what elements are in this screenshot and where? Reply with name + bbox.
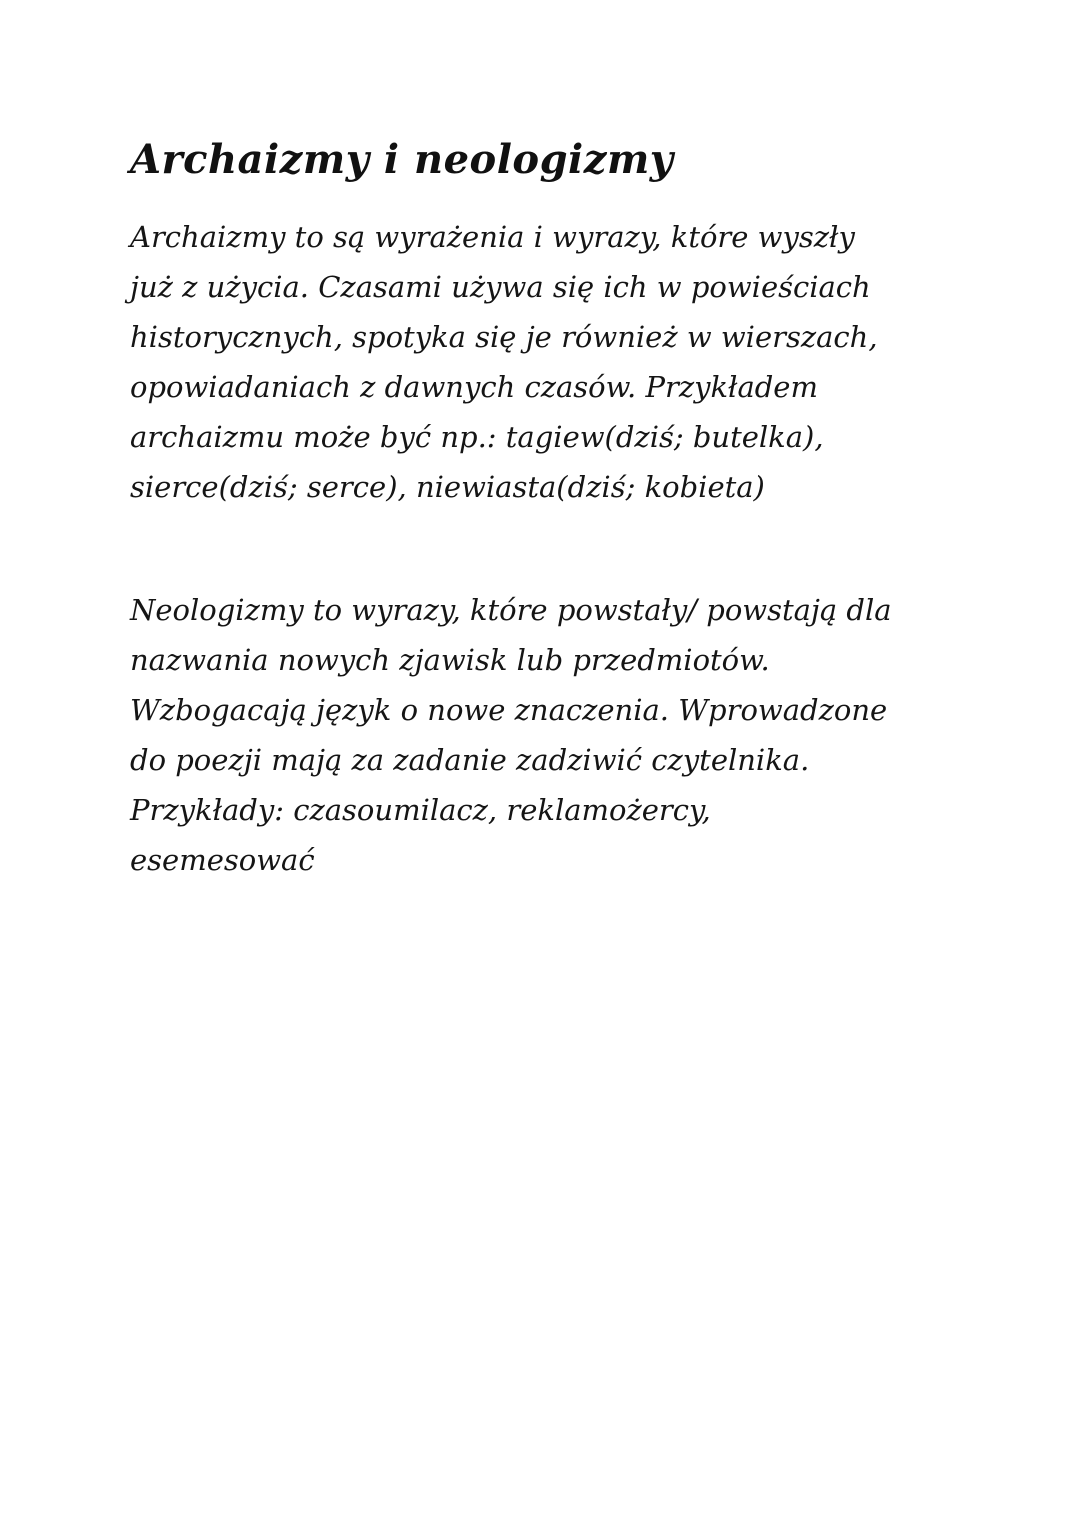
paragraph-neologizmy bbox=[130, 585, 970, 885]
text-line: archaizmu może być np.: tagiew(dziś; butelka), bbox=[130, 420, 824, 454]
paragraph-archaizmy bbox=[130, 212, 970, 512]
text-line: esemesować bbox=[130, 843, 315, 877]
text-line: Przykłady: czasoumilacz, reklamożercy, bbox=[130, 793, 711, 827]
text-line: historycznych, spotyka się je również w wierszach, bbox=[130, 320, 878, 354]
text-line: Neologizmy to wyrazy, które powstały/ powstają dla bbox=[130, 593, 892, 627]
text-line: nazwania nowych zjawisk lub przedmiotów. bbox=[130, 643, 770, 677]
text-line: do poezji mają za zadanie zadziwić czytelnika. bbox=[130, 743, 810, 777]
text-line: sierce(dziś; serce), niewiasta(dziś; kobieta) bbox=[130, 470, 765, 504]
page-title: Archaizmy i neologizmy bbox=[130, 136, 674, 183]
text-line: Archaizmy to są wyrażenia i wyrazy, które wyszły bbox=[130, 220, 855, 254]
text-line: Wzbogacają język o nowe znaczenia. Wprowadzone bbox=[130, 693, 888, 727]
text-line: opowiadaniach z dawnych czasów. Przykładem bbox=[130, 370, 818, 404]
text-line: już z użycia. Czasami używa się ich w powieściach bbox=[130, 270, 871, 304]
